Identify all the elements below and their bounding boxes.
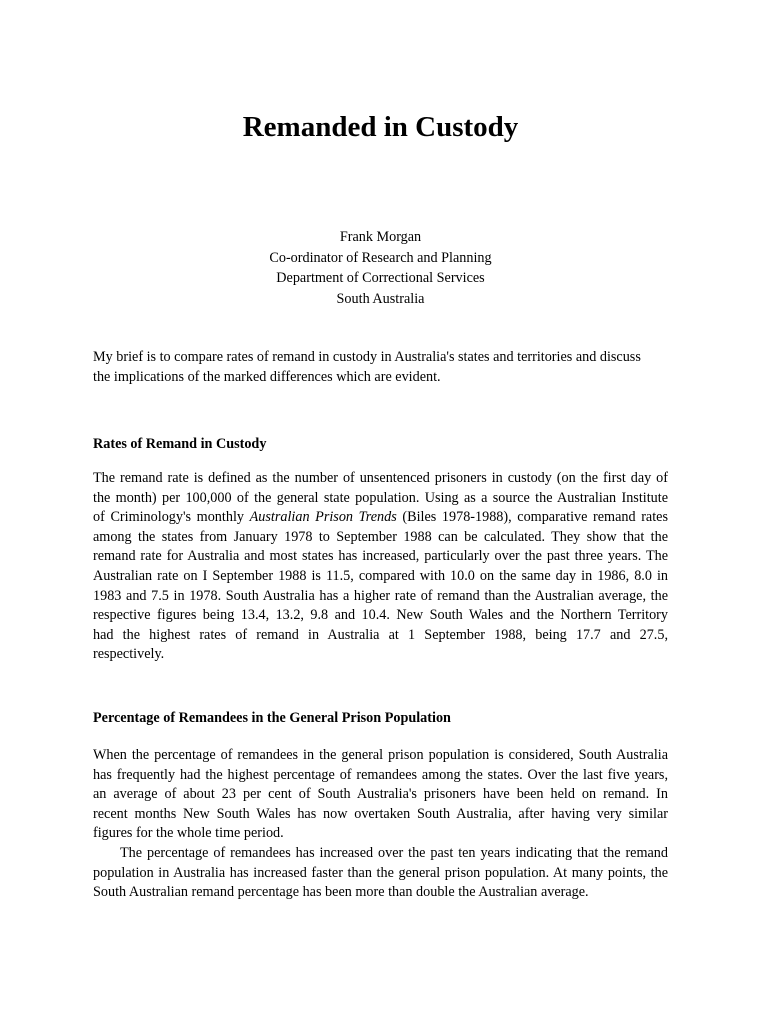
- paragraph-line: has frequently had the highest percentage of remandees among the states. Over the last five years,: [93, 766, 668, 783]
- paragraph-line: had the highest rates of remand in Australia at 1 September 1988, being 17.7 and 27.5,: [93, 626, 668, 643]
- author-location: South Australia: [336, 290, 425, 307]
- intro-paragraph: [93, 348, 668, 387]
- section-heading-remandee-percentage: Percentage of Remandees in the General Prison Population: [93, 710, 451, 726]
- section-heading-remand-rates: Rates of Remand in Custody: [93, 436, 267, 452]
- paragraph-line: The percentage of remandees has increased over the past ten years indicating that the remand: [120, 845, 668, 861]
- intro-line: My brief is to compare rates of remand in custody in Australia's states and territories and discuss: [93, 349, 641, 365]
- paragraph-line: Australian rate on I September 1988 is 11.5, compared with 10.0 on the same day in 1986, 8.0 in: [93, 567, 668, 584]
- paragraph-line: population in Australia has increased faster than the general prison population. At many points, the: [93, 864, 668, 881]
- document-page: [93, 0, 668, 1024]
- publication-title: Australian Prison Trends: [249, 509, 397, 526]
- paragraph-line: an average of about 23 per cent of South Australia's prisoners have been held on remand. In: [93, 786, 668, 803]
- paragraph-line: respective figures being 13.4, 13.2, 9.8 and 10.4. New South Wales and the Northern Territory: [93, 607, 668, 624]
- paragraph-line: The remand rate is defined as the number of unsentenced prisoners in custody (on the first day of: [93, 470, 668, 486]
- paragraph-line: figures for the whole time period.: [93, 825, 284, 842]
- author-department: Department of Correctional Services: [276, 270, 485, 286]
- remandee-percentage-paragraph: [93, 746, 668, 844]
- paragraph-line: recent months New South Wales has now overtaken South Australia, after having very similar: [93, 805, 668, 822]
- paragraph-line: the month) per 100,000 of the general state population. Using as a source the Australian Institute: [93, 489, 668, 506]
- paragraph-line: [93, 508, 668, 528]
- author-block: [93, 227, 668, 309]
- line-text: of Criminology's monthly: [93, 509, 250, 526]
- paragraph-line: When the percentage of remandees in the general prison population is considered, South Australia: [93, 747, 668, 763]
- page-title: Remanded in Custody: [242, 111, 519, 143]
- intro-line: the implications of the marked differences which are evident.: [93, 368, 441, 385]
- author-role: Co-ordinator of Research and Planning: [269, 249, 492, 266]
- author-name: Frank Morgan: [339, 229, 422, 245]
- remand-rates-paragraph: [93, 469, 668, 665]
- paragraph-line: South Australian remand percentage has been more than double the Australian average.: [93, 884, 589, 901]
- paragraph-line: remand rate for Australia and most states has increased, particularly over the past three years. The: [93, 548, 668, 565]
- line-text: (Biles 1978-1988), comparative remand rates: [396, 509, 668, 526]
- paragraph-line: 1983 and 7.5 in 1978. South Australia has a higher rate of remand than the Australian average, the: [93, 587, 668, 604]
- remand-growth-paragraph: [93, 844, 668, 903]
- paragraph-line: respectively.: [93, 646, 165, 663]
- paragraph-line: among the states from January 1978 to September 1988 can be calculated. They show that the: [93, 528, 668, 545]
